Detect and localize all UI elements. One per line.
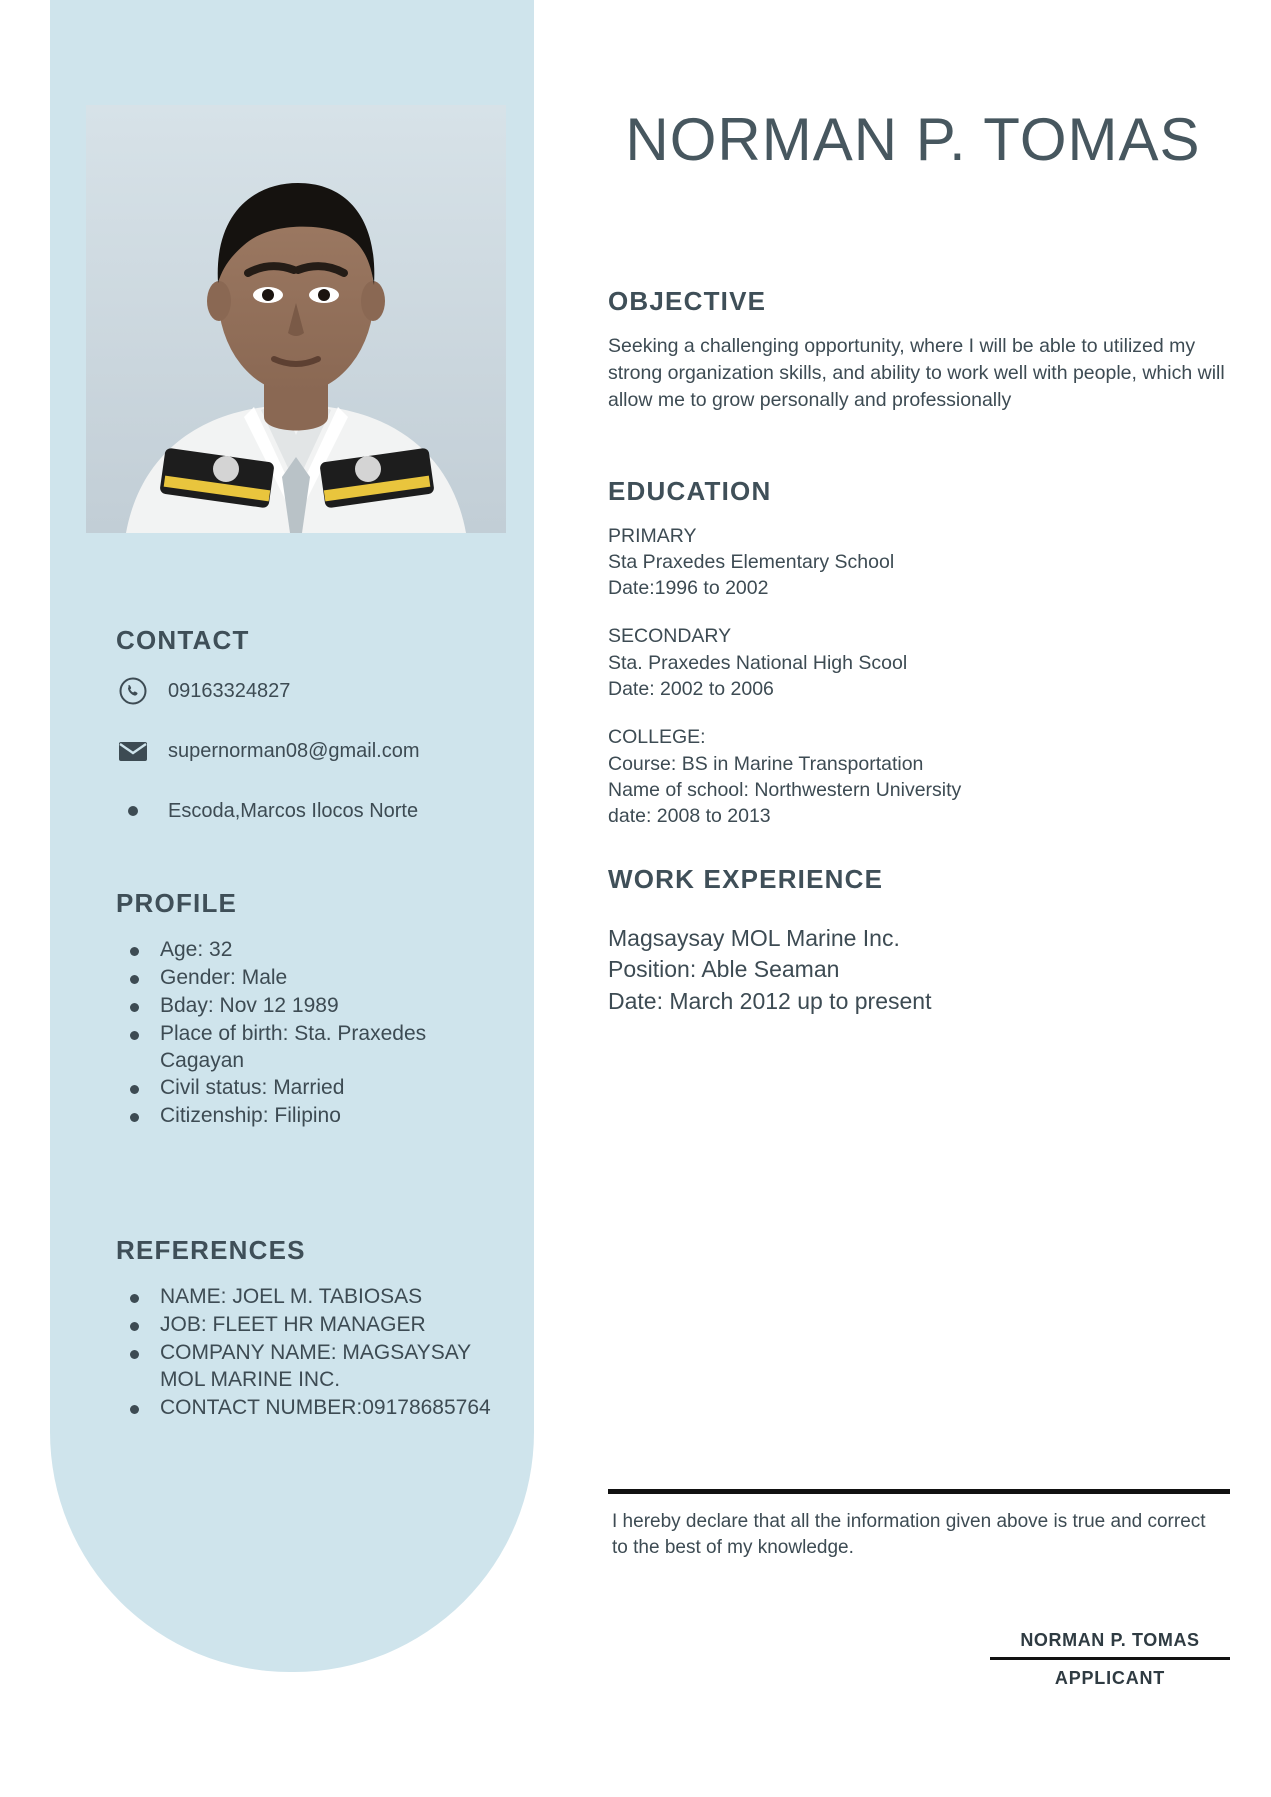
profile-section xyxy=(116,888,516,1131)
education-section xyxy=(608,476,1228,830)
education-level: SECONDARY xyxy=(608,625,732,648)
applicant-photo xyxy=(86,105,506,533)
education-school: Sta. Praxedes National High Scool xyxy=(608,651,908,674)
list-item: Citizenship: Filipino xyxy=(116,1103,516,1130)
list-item: Place of birth: Sta. Praxedes Cagayan xyxy=(116,1021,516,1075)
education-date: Date: 2002 to 2006 xyxy=(608,678,774,701)
signature-name: NORMAN P. TOMAS xyxy=(990,1630,1230,1660)
list-item: NAME: JOEL M. TABIOSAS xyxy=(116,1284,516,1311)
education-block-secondary xyxy=(608,623,1228,702)
education-block-primary xyxy=(608,523,1228,602)
education-course: Course: BS in Marine Transportation xyxy=(608,752,924,775)
education-date: date: 2008 to 2013 xyxy=(608,805,771,828)
list-item: Bday: Nov 12 1989 xyxy=(116,993,516,1020)
objective-heading: OBJECTIVE xyxy=(608,285,767,316)
work-position: Position: Able Seaman xyxy=(608,956,840,983)
work-company: Magsaysay MOL Marine Inc. xyxy=(608,924,900,951)
list-item: JOB: FLEET HR MANAGER xyxy=(116,1312,516,1339)
education-school: Name of school: Northwestern University xyxy=(608,779,962,802)
list-item: Civil status: Married xyxy=(116,1075,516,1102)
signature-role: APPLICANT xyxy=(1054,1668,1166,1688)
objective-section xyxy=(608,286,1228,414)
education-level: PRIMARY xyxy=(608,524,697,547)
envelope-icon xyxy=(116,734,150,768)
contact-phone-value[interactable]: 09163324827 xyxy=(168,680,291,702)
references-heading: REFERENCES xyxy=(116,1235,306,1265)
declaration-divider xyxy=(608,1489,1230,1494)
list-item: Age: 32 xyxy=(116,937,516,964)
main-column xyxy=(608,0,1228,1018)
work-experience-heading: WORK EXPERIENCE xyxy=(608,863,884,894)
objective-text: Seeking a challenging opportunity, where I will be able to utilized my strong organization skills, and ability to work well with people, which will allow me to grow personally and professionally xyxy=(608,334,1225,411)
portrait-illustration xyxy=(86,105,506,533)
contact-address-value: Escoda,Marcos Ilocos Norte xyxy=(168,800,419,822)
page-title: NORMAN P. TOMAS xyxy=(625,106,1201,173)
list-item: Gender: Male xyxy=(116,965,516,992)
education-school: Sta Praxedes Elementary School xyxy=(608,550,895,573)
declaration-text: I hereby declare that all the information given above is true and correct to the best of my knowledge. xyxy=(612,1511,1206,1558)
work-experience-entry xyxy=(608,923,1228,1018)
work-date: Date: March 2012 up to present xyxy=(608,988,932,1015)
contact-heading: CONTACT xyxy=(116,625,250,655)
contact-email-value[interactable]: supernorman08@gmail.com xyxy=(168,740,420,762)
list-item: COMPANY NAME: MAGSAYSAY MOL MARINE INC. xyxy=(116,1340,516,1394)
education-date: Date:1996 to 2002 xyxy=(608,577,769,600)
profile-heading: PROFILE xyxy=(116,888,238,918)
signature-block xyxy=(990,1630,1230,1689)
phone-icon xyxy=(116,674,150,708)
contact-item-address xyxy=(116,794,516,828)
contact-item-email xyxy=(116,734,516,768)
profile-list xyxy=(116,937,516,1130)
references-section xyxy=(116,1235,516,1422)
list-item: CONTACT NUMBER:09178685764 xyxy=(116,1395,516,1422)
work-experience-section xyxy=(608,864,1228,1018)
education-heading: EDUCATION xyxy=(608,475,772,506)
education-level: COLLEGE: xyxy=(608,726,706,749)
education-block-college xyxy=(608,724,1228,829)
location-dot-icon xyxy=(116,794,150,828)
references-list xyxy=(116,1284,516,1421)
contact-section xyxy=(116,625,516,854)
contact-item-phone xyxy=(116,674,516,708)
